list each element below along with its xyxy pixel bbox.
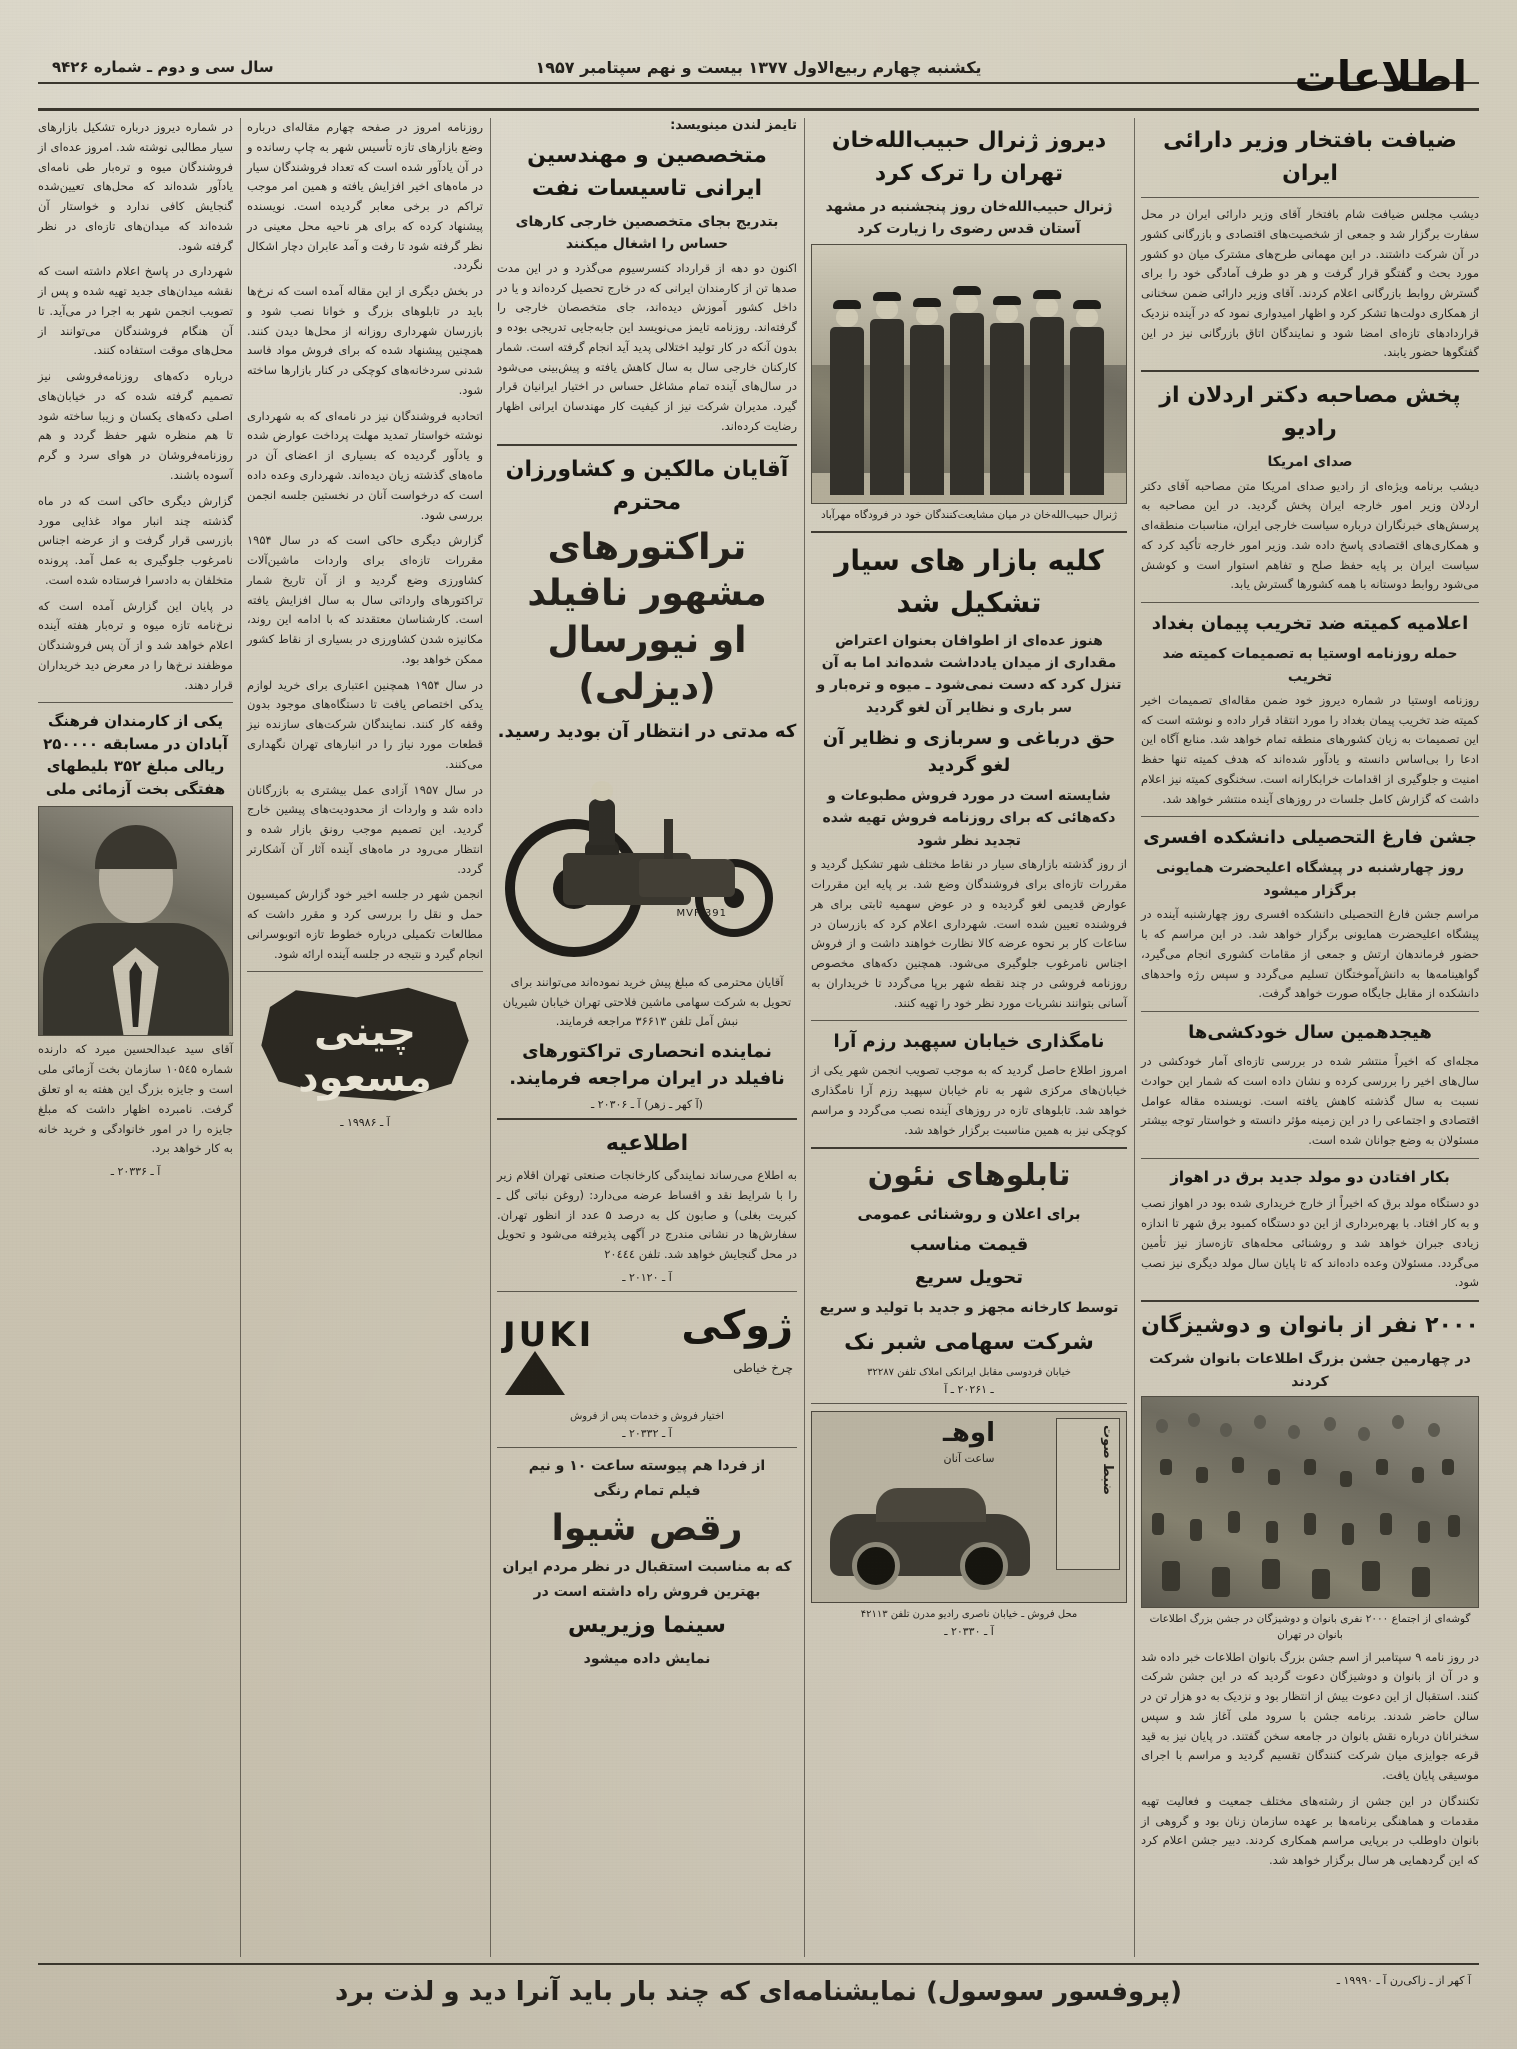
- ad-neon-line1: برای اعلان و روشنائی عمومی: [857, 1204, 1081, 1223]
- headline-mobile-bazaars: کلیه بازار های سیار تشکیل شد: [834, 543, 1104, 619]
- ad-tractor-reference: (آ کهر ـ زهر) آ ـ ۲۰۳۰۶ ـ: [591, 1098, 703, 1112]
- paragraph: در پایان این گزارش آمده است که نرخ‌نامه تازه میوه و تره‌بار هفته آینده اعلام خواهد شد و از آن پس فروشندگان موظفند نرخ‌ها را در معرض دید خریداران قرار دهند.: [38, 598, 233, 692]
- paragraph: در بخش دیگری از این مقاله آمده است که نرخ‌ها باید در تابلوهای بزرگ و خوانا نصب شود و بازرسان شهرداری روزانه از محل‌ها دیدن کنند. همچنین پیشنهاد شده که برای فروش مواد فاسد شدنی سردخانه‌های کوچکی در کنار بازارها ساخته شود.: [247, 284, 483, 397]
- paragraph: شهرداری در پاسخ اعلام داشته است که نقشه میدان‌های جدید تهیه شده و پس از تصویب انجمن شهر به اجرا در می‌آید. تا آن هنگام فروشندگان می‌توانند از محل‌های موقت استفاده کنند.: [38, 264, 233, 358]
- paragraph: اتحادیه فروشندگان نیز در نامه‌ای که به شهرداری نوشته خواستار تمدید مهلت پرداخت عوارض شده و یادآور گردیده که بسیاری از اعضای آن در ماه‌های گذشته زیان دیده‌اند. شهرداری وعده داده است که درخواست آنان در نخستین جلسه انجمن بررسی شود.: [247, 408, 483, 522]
- column-c: [497, 118, 797, 1957]
- car-illustration: [830, 1514, 1030, 1576]
- divider: [497, 444, 797, 446]
- headline-street-naming: نامگذاری خیابان سپهبد رزم آرا: [833, 1031, 1105, 1053]
- subhead-mobile-bazaars-1: هنوز عده‌ای از اطوافان بعنوان اعتراض مقداری از میدان یادداشت شده‌اند اما به آن تنزل کرد که دست نمی‌شود ـ میوه و تره‌بار و سر باری و نظایر آن لغو گردید: [816, 632, 1122, 716]
- divider: [497, 1291, 797, 1292]
- masthead-issue: سال سی و دوم ـ شماره ۹۴۲۶: [52, 58, 274, 76]
- paragraph: گزارش دیگری حاکی است که در سال ۱۹۵۴ مقررات تازه‌ای برای واردات ماشین‌آلات کشاورزی وضع گردید و از آن تاریخ شمار تراکتورهای وارداتی سال به سال افزایش یافته است. کارشناسان معتقدند که با ادامه این روند، مکانیزه شدن کشاورزی در بسیاری از نقاط کشور ممکن خواهد بود.: [247, 533, 483, 666]
- column-divider-3: [490, 118, 491, 1957]
- photo-women-festival-crowd: [1141, 1396, 1479, 1608]
- headline-ahvaz-generators: بکار افتادن دو مولد جدید برق در اهواز: [1170, 1167, 1450, 1186]
- divider: [1141, 602, 1479, 603]
- ad-neon-address: خیابان فردوسی مقابل ایرانکی املاک تلفن ۳۲۲۸۷: [867, 1366, 1071, 1378]
- article-continuation-e: [38, 118, 233, 695]
- paragraph: از روز گذشته بازارهای سیار در نقاط مختلف شهر تشکیل گردید و مقررات تازه‌ای برای فروشندگان وضع شد. بر پایه این مقررات عوارض قدیمی لغو گردیده و در عوض سهمیه ثابتی برای هر فروشنده تعیین شده است. شهرداری اعلام کرد که بازرسان در ساعات کار بر نحوه عرضه کالا نظارت خواهند داشت و از فروش اجناس نامرغوب جلوگیری می‌شود. همچنین دکه‌های مخصوص روزنامه فروشی در چند نقطه شهر برپا می‌گردد تا خریداران به آسانی بتوانند نشریات مورد نظر خود را تهیه کنند.: [811, 857, 1127, 1010]
- ad-tractor-model: او نیورسال (دیزلی): [547, 620, 747, 709]
- paragraph: مجله‌ای که اخیراً منتشر شده در بررسی تازه‌ای آمار خودکشی در سال‌های اخیر را بررسی کرده و نشان داده است که شمار این حوادث نسبت به سال گذشته کاهش یافته است. نویسنده مقاله عوامل اقتصادی و اجتماعی را در این زمینه مؤثر دانسته و خواستار توجه بیشتر مسئولان به وضع جوانان شده است.: [1141, 1054, 1479, 1148]
- paragraph: دیشب برنامه ویژه‌ای از رادیو صدای امریکا متن مصاحبه آقای دکتر اردلان وزیر امور خارجه ایران پخش گردید. در این مصاحبه به پرسش‌های خبرنگاران درباره سیاست خارجی ایران، مناسبات منطقه‌ای و همکاری‌های اقتصادی پاسخ داده شد. وزیر امور خارجه تأکید کرد که سیاست ایران بر پایه حفظ صلح و تفاهم استوار است و کوشش می‌شود روابط دوستانه با همه کشورها گسترش یابد.: [1141, 478, 1479, 592]
- paragraph: امروز اطلاع حاصل گردید که به موجب تصویب انجمن شهر یکی از خیابان‌های مرکزی شهر به نام خیابان سپهبد رزم آرا نامگذاری خواهد شد. تابلوهای تازه در روزهای آینده نصب می‌گردد و مراسم کوچکی نیز به همین مناسبت برگزار خواهد شد.: [811, 1063, 1127, 1137]
- notice-body: [497, 1166, 797, 1265]
- headline-general-departure: دیروز ژنرال حبیب‌الله‌خان تهران را ترک کرد: [831, 128, 1107, 186]
- article-officer-college-graduation: [1141, 905, 1479, 1004]
- headline-finance-minister-banquet: ضیافت بافتخار وزیر دارائی ایران: [1163, 128, 1457, 186]
- divider: [1141, 197, 1479, 198]
- photo-lottery-winner-portrait: [38, 806, 233, 1036]
- ad-juki-line: اختیار فروش و خدمات پس از فروش: [570, 1410, 724, 1422]
- masthead-rule-bottom: [38, 108, 1479, 111]
- ad-chini-masoud-text: چینی مسعود: [298, 1009, 432, 1102]
- ad-cinema-line4: بهترین فروش راه داشته است در: [533, 1583, 761, 1600]
- ad-neon-reference: ـ ۲۰۲۶۱ ـ آ: [944, 1382, 994, 1396]
- label-times-london: تایمز لندن مینویسد:: [670, 118, 797, 133]
- ad-cinema-name[interactable]: سینما وزیریس: [568, 1613, 726, 1639]
- column-divider-1: [1134, 118, 1135, 1957]
- masthead: [38, 22, 1479, 108]
- tractor-exhaust: [664, 819, 673, 859]
- ad-cinema-line5: نمایش داده میشود: [583, 1651, 711, 1668]
- divider: [811, 1147, 1127, 1149]
- headline-officer-college-graduation: جشن فارغ التحصیلی دانشکده افسری: [1143, 827, 1477, 849]
- paragraph: دیشب مجلس ضیافت شام بافتخار آقای وزیر دارائی ایران در محل سفارت برگزار شد و جمعی از شخصیت‌های اقتصادی و بازرگانی کشور در آن شرکت داشتند. در این مهمانی طرح‌های مشترک میان دو کشور مورد بحث و گفتگو قرار گرفت و هر دو طرف آمادگی خود را برای گسترش روابط بازرگانی اعلام کردند. آقای وزیر دارائی ضمن سخنانی از همکاری دولت‌ها تشکر کرد و اظهار امیدواری نمود که در آینده نزدیک قراردادهای تازه‌ای امضا شود و نمایندگان اتاق بازرگانی نیز در این گفتگوها حضور یابند.: [1141, 207, 1479, 360]
- paragraph: تکنندگان در این جشن از رشته‌های مختلف جمعیت و فعالیت تهیه مقدمات و هماهنگی برنامه‌ها بر عهده سازمان زنان بود و گروهی از بانوان داوطلب در برپایی مراسم همکاری کردند. دبیر جشن اعلام کرد که این گردهمایی هر سال برگزار خواهد شد.: [1141, 1793, 1479, 1868]
- divider: [1141, 1158, 1479, 1159]
- divider: [811, 531, 1127, 533]
- paragraph: آقای سید عبدالحسین میرد که دارنده شماره ۱۰۵٤۵ سازمان بخت آزمائی ملی است و جایزه بزرگ این هفته به او تعلق گرفت. نامبرده اظهار داشت که مبلغ جایزه را در امور خانوادگی و خرید خانه به کار خواهد برد.: [38, 1042, 234, 1156]
- ad-chini-masoud[interactable]: [247, 979, 483, 1129]
- paragraph: مراسم جشن فارغ التحصیلی دانشکده افسری روز چهارشنبه آینده در پیشگاه اعلیحضرت همایونی برگزار خواهد شد. در این مراسم که با حضور فرماندهان ارتش و جمعی از مقامات کشوری انجام می‌گیرد، گواهینامه‌ها به دانش‌آموختگان تسلیم می‌گردد و سپس رژه واحدهای دانشکده از مقابل جایگاه صورت خواهد گرفت.: [1141, 907, 1479, 1001]
- divider: [811, 1020, 1127, 1021]
- divider: [247, 971, 483, 972]
- headline-women-festival: ۲۰۰۰ نفر از بانوان و دوشیزگان: [1141, 1313, 1479, 1339]
- headline-eighteenth-year: هیجدهمین سال خودکشی‌ها: [1188, 1022, 1432, 1044]
- paragraph: درباره دکه‌های روزنامه‌فروشی نیز تصمیم گرفته شده که در خیابان‌های اصلی دکه‌های یکسان و زیبا ساخته شود تا هم منظره شهر حفظ گردد و هم روزنامه‌فروشان در هوای سرد و گرم آسوده باشند.: [38, 369, 233, 483]
- divider: [1141, 370, 1479, 372]
- paragraph: آقایان محترمی که مبلغ پیش خرید نموده‌اند می‌توانند برای تحویل به شرکت سهامی ماشین فلاحتی تهران خیابان شیریان نبش آمل تلفن ۳۶۶۱۳ مراجعه فرمایند.: [502, 974, 792, 1029]
- column-left: [38, 118, 233, 1957]
- paragraph: در سال ۱۹۵۷ آزادی عمل بیشتری به بازرگانان داده شد و واردات از محدودیت‌های پیشین خارج گردید. این تصمیم موجب رونق بازار شده و انتظار می‌رود در ماه‌های آینده آثار آن آشکارتر گردد.: [247, 782, 484, 876]
- paragraph: روزنامه امروز در صفحه چهارم مقاله‌ای درباره وضع بازارهای تازه تأسیس شهر به چاپ رسانده و در آن یادآور شده است که تعداد فروشندگان سیار در ماه‌های اخیر افزایش یافته و همین امر موجب تراکم در برخی معابر گردیده است. نویسنده پیشنهاد کرده که برای هر ناحیه محل معینی در نظر گرفته شود تا رفت و آمد عابران دچار اشکال نگردد.: [247, 120, 483, 273]
- paragraph: انجمن شهر در جلسه اخیر خود گزارش کمیسیون حمل و نقل را بررسی کرد و مقرر داشت که مطالعات تکمیلی درباره خطوط تازه اتوبوسرانی انجام گیرد و نتیجه در جلسه آینده ارائه شود.: [247, 887, 483, 961]
- ad-cinema-line2: فیلم تمام رنگی: [593, 1483, 701, 1500]
- ad-radio-title: اوهـ: [943, 1417, 995, 1448]
- footer-ad-text[interactable]: (پروفسور سوسول) نمایشنامه‌ای که چند بار باید آنرا دید و لذت برد: [335, 1977, 1182, 2007]
- tractor-badge: MVF 391: [676, 907, 727, 919]
- column-divider-4: [240, 118, 241, 1957]
- ad-chini-masoud-reference: آ ـ ۱۹۹۸۶ ـ: [340, 1116, 390, 1130]
- subhead-baghdad-pact-committee: حمله روزنامه اوستیا به تصمیمات کمیته ضد تخریب: [1162, 646, 1458, 685]
- ad-juki-logo-persian: ژوکی: [681, 1302, 793, 1349]
- photo-general-farewell: [811, 244, 1127, 504]
- article-women-festival: [1141, 1648, 1479, 1871]
- ad-tractor-headline: آقایان مالکین و کشاورزان محترم: [505, 456, 789, 515]
- article-eighteenth-year: [1141, 1052, 1479, 1151]
- ad-cinema-film-title[interactable]: رقص شیوا: [551, 1507, 743, 1549]
- ad-tractor-agent: نماینده انحصاری تراکتورهای نافیلد در ایران مراجعه فرمایند.: [509, 1041, 785, 1090]
- subhead-voice-of-america: صدای امریکا: [1267, 454, 1353, 471]
- ad-radio-reference: آ ـ ۲۰۳۳۰ ـ: [944, 1624, 994, 1638]
- headline-lottery-winner: یکی از کارمندان فرهنگ آبادان در مسابقه ۲۵۰۰۰۰ ریالی مبلغ ۳۵۲ بلیطهای هفتگی بخت آزمائی ملی: [43, 712, 228, 798]
- masthead-date: یکشنبه چهارم ربیع‌الاول ۱۳۷۷ بیست و نهم سپتامبر ۱۹۵۷: [535, 58, 982, 77]
- subhead-iranian-oil-engineers: بتدریج بجای متخصصین خارجی کارهای حساس را اشغال میکنند: [515, 214, 779, 253]
- masthead-rule-top: [38, 82, 1479, 84]
- article-radio-interview: [1141, 477, 1479, 596]
- ad-tractor-brand: تراکتورهای مشهور نافیلد: [527, 526, 767, 615]
- ad-juki-triangle-icon: [505, 1351, 565, 1395]
- headline-iranian-oil-engineers: متخصصین و مهندسین ایرانی تاسیسات نفت: [527, 143, 767, 201]
- ad-radio-gramophone[interactable]: [811, 1411, 1127, 1603]
- ad-radio-stamp-label: ضبط صوت: [1100, 1424, 1115, 1495]
- divider: [38, 702, 233, 703]
- ad-tractor-tagline: که مدتی در انتظار آن بودید رسید.: [497, 720, 797, 742]
- article-lottery-winner: [38, 1040, 233, 1159]
- paragraph: اکنون دو دهه از قرارداد کنسرسیوم می‌گذرد و در این مدت صدها تن از کارمندان ایرانی که در خارج تحصیل کرده‌اند و یا در داخل کشور آموزش دیده‌اند، جای متخصصان خارجی را گرفته‌اند. روزنامه تایمز می‌نویسد این جابه‌جایی تدریجی بوده و بدون آنکه در کار تولید اختلالی پدید آید انجام گرفته است. شمار کارکنان خارجی سال به سال کاهش یافته و پیش‌بینی می‌شود در سال‌های آینده تمام مشاغل حساس در اختیار ایرانیان قرار گیرد. مدیران شرکت نیز از کیفیت کار مهندسان ایرانی اظهار رضایت کرده‌اند.: [497, 260, 797, 433]
- tractor-hood: [639, 859, 735, 897]
- subhead-women-festival: در چهارمین جشن بزرگ اطلاعات بانوان شرکت کردند: [1149, 1351, 1471, 1390]
- ad-radio-address: محل فروش ـ خیابان ناصری رادیو مدرن تلفن ۴۲۱۱۳: [860, 1608, 1078, 1620]
- column-divider-2: [804, 118, 805, 1957]
- article-mobile-bazaars: [811, 855, 1127, 1013]
- photo-caption-general-farewell: ژنرال حبیب‌الله‌خان در میان مشایعت‌کنندگان خود در فرودگاه مهرآباد: [820, 508, 1118, 521]
- footer-rule: [38, 1963, 1479, 1965]
- ad-juki-logo-latin: JUKI: [503, 1314, 595, 1355]
- divider: [811, 1403, 1127, 1404]
- ad-radio-subtitle: ساعت آنان: [943, 1451, 995, 1465]
- article-finance-minister-banquet: [1141, 205, 1479, 363]
- footer-reference: آ کهر از ـ زاکی‌رن آ ـ ۱۹۹۹۰ ـ: [1336, 1974, 1471, 1987]
- ad-tractor-body: [497, 973, 797, 1032]
- divider: [1141, 816, 1479, 817]
- paragraph: در شماره دیروز درباره تشکیل بازارهای سیار مطالبی نوشته شد. امروز عده‌ای از فروشندگان میوه و تره‌بار طی نامه‌ای یادآور شده‌اند که محل‌های تعیین‌شده گنجایش کافی ندارد و خواستار آن شده‌اند که میدان‌های تازه‌ای در نظر گرفته شود.: [38, 120, 233, 253]
- photo-caption-women-festival: گوشه‌ای از اجتماع ۲۰۰۰ نفری بانوان و دوشیزگان در جشن بزرگ اطلاعات بانوان در تهران: [1149, 1613, 1471, 1641]
- subhead-mobile-bazaars-3: شایسته است در مورد فروش مطبوعات و دکه‌هائی که برای روزنامه فروش تهیه شده تجدید نظر شود: [822, 788, 1116, 849]
- column-right: [1141, 118, 1479, 1957]
- newspaper-logo: اطلاعات: [1294, 52, 1467, 101]
- paragraph: در روز نامه ۹ سپتامبر از اسم جشن بزرگ بانوان اطلاعات خبر داده شد و در آن از بانوان و دوشیزگان دعوت گردید که در این جشن شرکت کنند. استقبال از این دعوت بیش از انتظار بود و نزدیک به دو هزار تن در سالن حاضر شدند. برنامه جشن با سرود ملی آغاز شد و سپس سخنرانان درباره نقش بانوان در جامعه سخن گفتند. در پایان نیز به قید قرعه جوایزی میان شرکت کنندگان تقسیم گردید و مراسم با اجرای موسیقی پایان یافت.: [1141, 1649, 1479, 1783]
- headline-baghdad-pact-committee: اعلامیه کمیته ضد تخریب پیمان بغداد: [1151, 613, 1469, 635]
- ad-cinema-line1: از فردا هم پیوسته ساعت ۱۰ و نیم: [528, 1457, 766, 1474]
- subhead-mobile-bazaars-2: حق درباغی و سربازی و نظایر آن لغو گردید: [822, 728, 1116, 777]
- ad-radio-stamp: [1056, 1418, 1120, 1570]
- paragraph: دو دستگاه مولد برق که اخیراً از خارج خریداری شده بود در اهواز نصب و به کار افتاد. با بهره‌برداری از این دو دستگاه کمبود برق شهر تا اندازه زیادی جبران خواهد شد و روشنائی محله‌های تازه‌ساز نیز تأمین می‌گردد. مسئولان وعده داده‌اند که تا پایان سال مولد دیگری نیز نصب شود.: [1141, 1196, 1479, 1290]
- paragraph: روزنامه اوستیا در شماره دیروز خود ضمن مقاله‌ای تصمیمات اخیر کمیته ضد تخریب پیمان بغداد را مورد انتقاد قرار داده و نوشته است که این تصمیمات به زیان کشورهای منطقه تمام خواهد شد. منابع آگاه این ادعا را بی‌اساس دانسته و یادآور شده‌اند که هدف کمیته تنها حفظ امنیت و جلوگیری از اقدامات خرابکارانه است. سخنگوی کمیته نیز اعلام داشت که گزارش کامل جلسات در روزهای آینده منتشر خواهد شد.: [1141, 692, 1479, 806]
- paragraph: در سال ۱۹۵۴ همچنین اعتباری برای خرید لوازم یدکی اختصاص یافت تا دستگاه‌های موجود بدون وقفه کار کنند. نمایندگان شرکت‌های سازنده نیز قطعات مورد نیاز را در انبارهای تهران نگهداری می‌کنند.: [247, 677, 483, 771]
- ad-neon-line4: توسط کارخانه مجهز و جدید با تولید و سریع: [819, 1300, 1119, 1317]
- footer-banner: [38, 1963, 1479, 2027]
- tractor-illustration: [497, 751, 797, 971]
- notice-reference: آ ـ ۲۰۱۲۰ ـ: [622, 1270, 672, 1284]
- ad-juki-subtitle: چرخ خیاطی: [733, 1360, 793, 1375]
- ad-neon-title[interactable]: تابلوهای نئون: [867, 1158, 1071, 1194]
- column-d: [247, 118, 483, 1957]
- ad-neon-line3: تحویل سریع: [914, 1267, 1024, 1289]
- lottery-reference: آ ـ ۲۰۳۳۶ ـ: [110, 1165, 161, 1179]
- tractor-driver: [589, 799, 615, 845]
- ad-neon-company[interactable]: شرکت سهامی شبر نک: [844, 1329, 1094, 1355]
- article-baghdad-pact-committee: [1141, 691, 1479, 810]
- ad-juki-reference: آ ـ ۲۰۳۳۲ ـ: [622, 1426, 672, 1440]
- ad-juki-sewing-machine[interactable]: [497, 1299, 797, 1409]
- paragraph: به اطلاع می‌رساند نمایندگی کارخانجات صنعتی تهران اقلام زیر را با شرایط نقد و اقساط عرضه می‌دارد: (روغن نباتی گل ـ کبریت بغلی) و صابون کل به درصد ۵ عدد از انظور تهران. سفارش‌ها در نشانی مندرج در آگهی پذیرفته می‌شود و تحویل در محل گنجایش خواهد شد. تلفن ۲۰٤٤٤: [497, 1168, 797, 1262]
- ad-cinema-line3: که به مناسبت استقبال در نظر مردم ایران: [502, 1558, 792, 1575]
- article-ahvaz-generators: [1141, 1194, 1479, 1293]
- article-iranian-oil-engineers: [497, 259, 797, 437]
- divider: [497, 1447, 797, 1448]
- headline-radio-interview: پخش مصاحبه دکتر اردلان از رادیو: [1159, 383, 1461, 442]
- divider: [1141, 1011, 1479, 1012]
- article-street-naming: [811, 1061, 1127, 1140]
- subhead-general-departure: ژنرال حبیب‌الله‌خان روز پنجشنبه در مشهد آستان قدس رضوی را زیارت کرد: [825, 199, 1113, 238]
- divider: [497, 1118, 797, 1120]
- divider: [1141, 1300, 1479, 1302]
- paragraph: گزارش دیگری حاکی است که در ماه گذشته چند انبار مواد غذایی مورد بازرسی قرار گرفت و از عرضه اجناس نامرغوب جلوگیری به عمل آمد. پرونده متخلفان به دادسرا فرستاده شده است.: [38, 493, 233, 587]
- column-b: [811, 118, 1127, 1957]
- subhead-officer-college-graduation: روز چهارشنبه در پیشگاه اعلیحضرت همایونی برگزار میشود: [1156, 860, 1464, 899]
- ad-neon-line2: قیمت مناسب: [909, 1234, 1029, 1256]
- notice-title: اطلاعیه: [605, 1131, 689, 1157]
- article-continuation-d: [247, 118, 483, 964]
